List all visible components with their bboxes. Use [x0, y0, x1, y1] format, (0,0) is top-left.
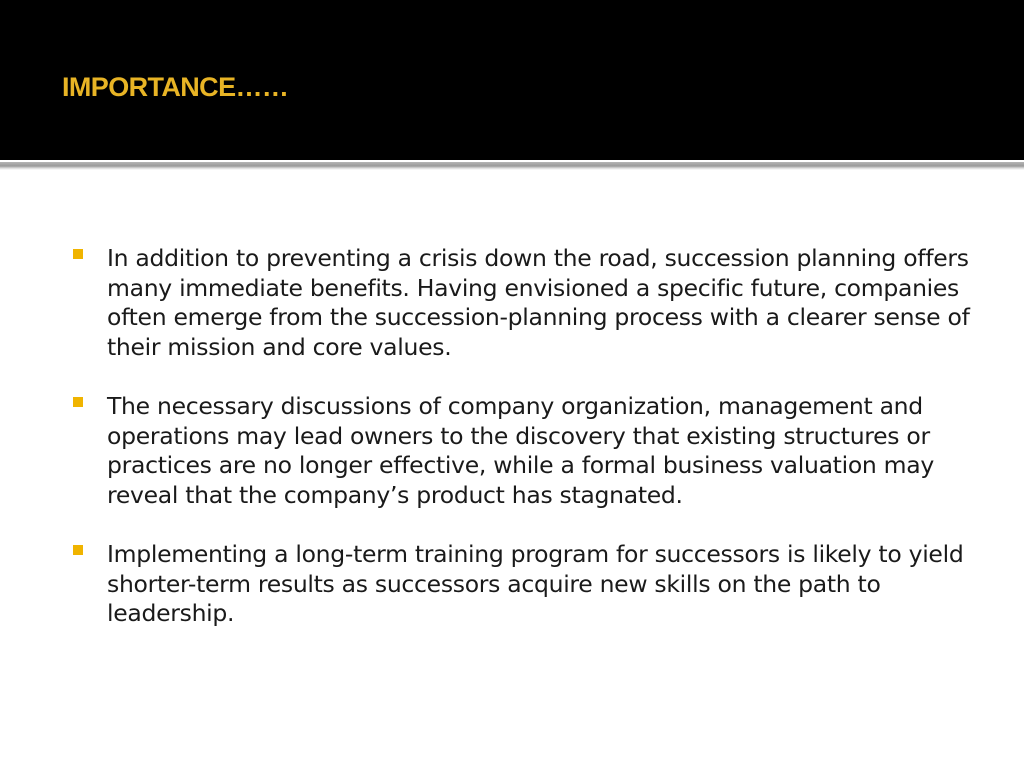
bullet-list: [70, 244, 970, 659]
bullet-text: In addition to preventing a crisis down the road, succession planning offers many immediate benefits. Having envisioned a specific future, companies often emerge from the succession-planning process with a clearer sense of their mission and core values.: [107, 244, 970, 361]
bullet-text: Implementing a long-term training program for successors is likely to yield shorter-term results as successors acquire new skills on the path to leadership.: [107, 540, 964, 627]
title-bar: [0, 0, 1024, 160]
title-divider: [0, 160, 1024, 170]
slide-title: IMPORTANCE……: [62, 72, 289, 102]
bullet-text: The necessary discussions of company organization, management and operations may lead owners to the discovery that existing structures or practices are no longer effective, while a formal business valuation may reveal that the company’s product has stagnated.: [107, 392, 934, 509]
square-bullet-icon: [73, 545, 83, 555]
bullet-item: [70, 244, 970, 362]
square-bullet-icon: [73, 249, 83, 259]
square-bullet-icon: [73, 397, 83, 407]
bullet-item: [70, 392, 970, 510]
bullet-item: [70, 540, 970, 629]
